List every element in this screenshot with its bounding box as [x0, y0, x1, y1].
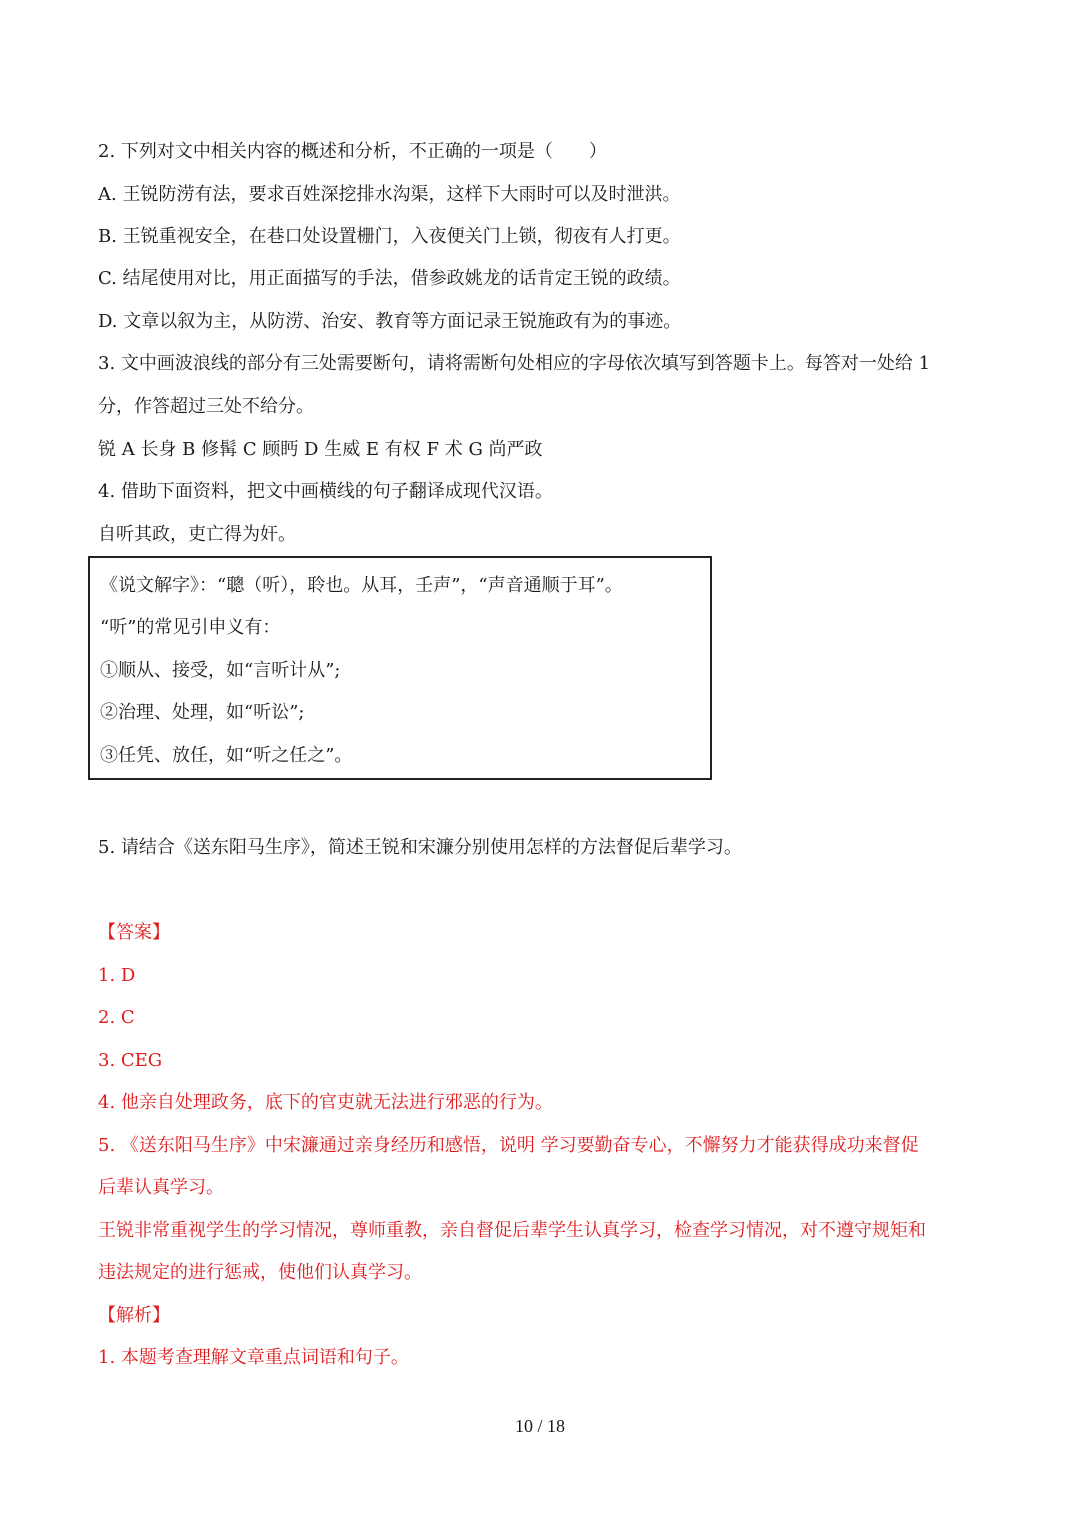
- question-5-stem: 5. 请结合《送东阳马生序》，简述王锐和宋濂分别使用怎样的方法督促后辈学习。: [98, 837, 742, 858]
- question-2-stem: 2. 下列对文中相关内容的概述和分析，不正确的一项是（ ）: [98, 141, 607, 162]
- answer-5-line2: 后辈认真学习。: [98, 1177, 224, 1198]
- question-3-stem-line1: 3. 文中画波浪线的部分有三处需要断句，请将需断句处相应的字母依次填写到答题卡上。每答对一处给 1: [98, 353, 931, 374]
- answer-1: 1. D: [98, 965, 136, 986]
- question-2-option-c: C. 结尾使用对比，用正面描写的手法，借参政姚龙的话肯定王锐的政绩。: [98, 268, 681, 289]
- question-2-option-b: B. 王锐重视安全，在巷口处设置栅门，入夜便关门上锁，彻夜有人打更。: [98, 226, 681, 247]
- answer-2: 2. C: [98, 1007, 135, 1028]
- answer-3: 3. CEG: [98, 1050, 163, 1071]
- reference-line-3: ①顺从、接受，如“言听计从”;: [100, 660, 341, 681]
- question-3-stem-line2: 分，作答超过三处不给分。: [98, 396, 314, 417]
- answer-5-line1: 5. 《送东阳马生序》中宋濂通过亲身经历和感悟，说明 学习要勤奋专心，不懈努力才能获得成功来督促: [98, 1135, 919, 1156]
- reference-line-5: ③任凭、放任，如“听之任之”。: [100, 745, 353, 766]
- analysis-1: 1. 本题考查理解文章重点词语和句子。: [98, 1347, 409, 1368]
- analysis-heading: 【解析】: [98, 1305, 170, 1326]
- question-4-sentence: 自听其政，吏亡得为奸。: [98, 524, 296, 545]
- question-2-option-a: A. 王锐防涝有法，要求百姓深挖排水沟渠，这样下大雨时可以及时泄洪。: [98, 184, 681, 205]
- reference-line-2: “听”的常见引申义有：: [100, 617, 281, 638]
- reference-line-4: ②治理、处理，如“听讼”;: [100, 702, 305, 723]
- question-3-text: 锐 A 长身 B 修髯 C 顾眄 D 生威 E 有权 F 术 G 尚严政: [98, 439, 543, 460]
- answer-5-line3: 王锐非常重视学生的学习情况，尊师重教，亲自督促后辈学生认真学习，检查学习情况，对不遵守规矩和: [98, 1220, 926, 1241]
- answer-heading: 【答案】: [98, 922, 170, 943]
- reference-box: [88, 556, 712, 780]
- question-2-option-d: D. 文章以叙为主，从防涝、治安、教育等方面记录王锐施政有为的事迹。: [98, 311, 682, 332]
- answer-5-line4: 违法规定的进行惩戒，使他们认真学习。: [98, 1262, 422, 1283]
- question-4-stem: 4. 借助下面资料，把文中画横线的句子翻译成现代汉语。: [98, 481, 553, 502]
- answer-4: 4. 他亲自处理政务，底下的官吏就无法进行邪恶的行为。: [98, 1092, 553, 1113]
- reference-line-1: 《说文解字》：“聰（听），聆也。从耳，壬声”，“声音通顺于耳”。: [100, 575, 623, 596]
- page-number: 10 / 18: [514, 1416, 565, 1436]
